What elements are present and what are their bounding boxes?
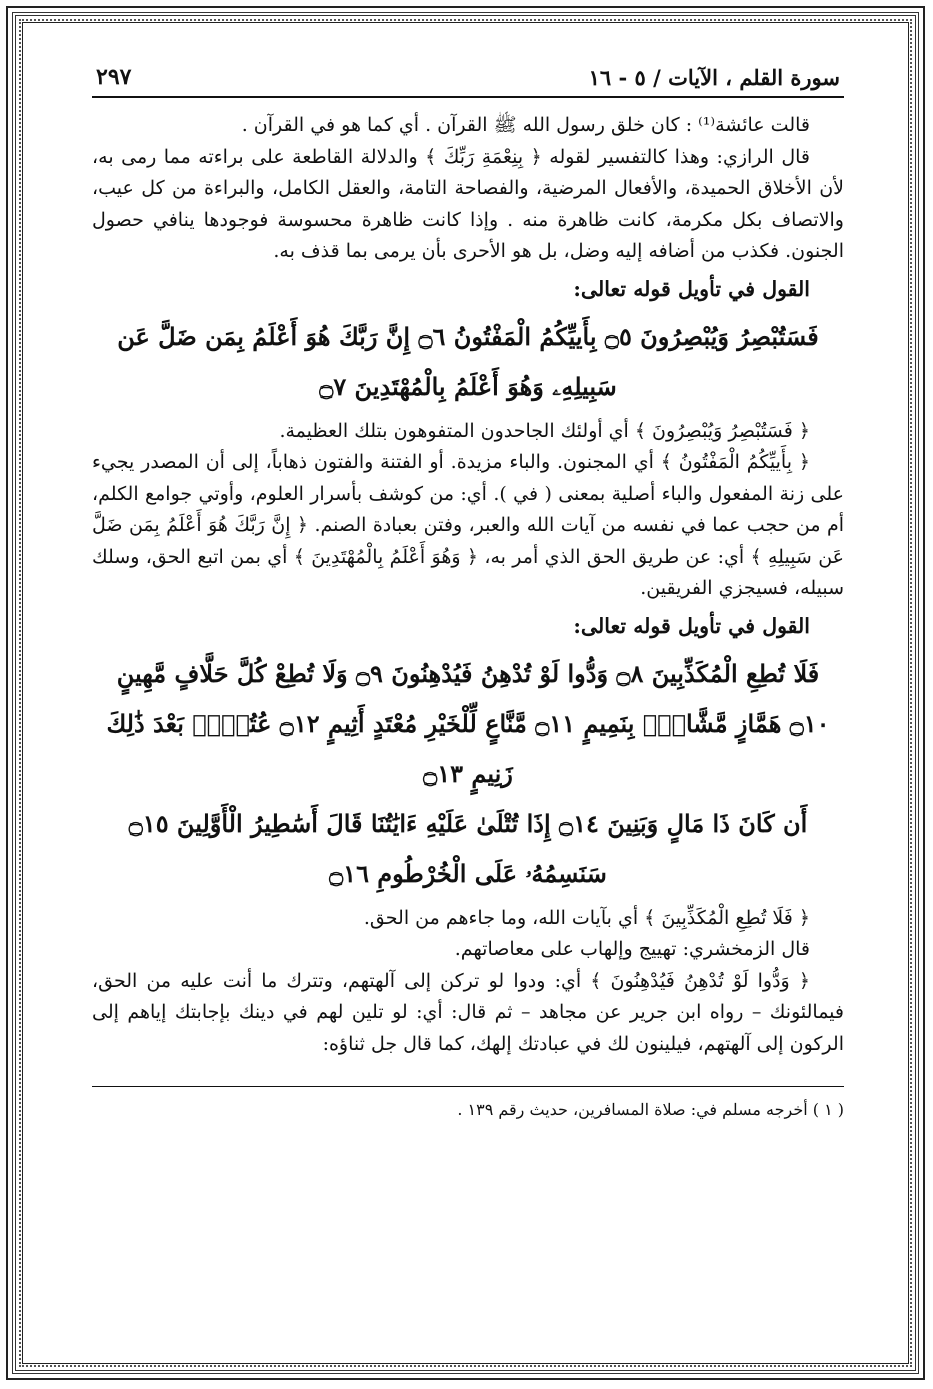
footnote-divider: [92, 1086, 844, 1087]
paragraph: ﴿ وَدُّوا لَوْ تُدْهِنُ فَيُدْهِنُونَ ﴾ أي: ودوا لو تركن إلى آلهتهم، وتترك ما أنت عليه من الحق، فيمالئونك – رواه ابن جرير عن مجاهد – ثم قال: أي: لو تلين لهم في دينك بإجابتك إياهم إلى الركون إلى آلهتهم، فيلينون لك في عبادتك إلهك، كما قال جل ثناؤه:: [92, 969, 844, 1055]
verse-line: أَن كَانَ ذَا مَالٍ وَبَنِينَ ۝١٤ إِذَا تُتْلَىٰ عَلَيْهِ ءَايَٰتُنَا قَالَ أَسَٰطِيرُ الْأَوَّلِينَ ۝١٥: [128, 808, 808, 838]
footnote: ( ١ ) أخرجه مسلم في: صلاة المسافرين، حديث رقم ١٣٩ .: [457, 1100, 844, 1119]
section-heading: القول في تأويل قوله تعالى:: [573, 613, 810, 638]
paragraph: ﴿ فَلَا تُطِعِ الْمُكَذِّبِينَ ﴾ أي بآيات الله، وما جاءهم من الحق.: [363, 906, 810, 929]
paragraph: ﴿ بِأَييِّكُمُ الْمَفْتُونُ ﴾ أي المجنون. والباء مزيدة. أو الفتنة والفتون ذهاباً، إلى أن المصدر يجيء على زنة المفعول والباء أصلية بمعنى ( في ). أي: من كوشف بأسرار العلوم، وأوتي جوامع الكلم، أم من حجب عما في نفسه من آيات الله والعبر، وفتن بعبادة الصنم. ﴿ إِنَّ رَبَّكَ هُوَ أَعْلَمُ بِمَن ضَلَّ عَن سَبِيلِهِ ﴾ أي: عن طريق الحق الذي أمر به، ﴿ وَهُوَ أَعْلَمُ بِالْمُهْتَدِينَ ﴾ أي بمن اتبع الحق، وسلك سبيله، فسيجزي الفريقين.: [92, 451, 844, 599]
quran-verses: [92, 312, 844, 412]
paragraph: قال الزمخشري: تهييج وإلهاب على معاصاتهم.: [454, 938, 810, 960]
surah-title: سورة القلم ، الآيات / ٥ - ١٦: [588, 65, 840, 90]
paragraph: ﴿ فَسَتُبْصِرُ وَيُبْصِرُونَ ﴾ أي أولئك الجاحدون المتفوهون بتلك العظيمة.: [279, 419, 810, 442]
running-header: [92, 58, 844, 98]
paragraph: قال الرازي: وهذا كالتفسير لقوله ﴿ بِنِعْمَةِ رَبِّكَ ﴾ والدلالة القاطعة على براءته مما رمى به، لأن الأخلاق الحميدة، والأفعال المرضية، والفصاحة التامة، والعقل الكامل، والبراءة من كل عيب، والاتصاف بكل مكرمة، كانت ظاهرة منه . وإذا كانت ظاهرة محسوسة فوجودها ينافي حصول الجنون. فكذب من أضافه إليه وضل، بل هو الأحرى بأن يرمى بما قذف به.: [92, 145, 844, 262]
paragraph: قالت عائشة⁽¹⁾ : كان خلق رسول الله ﷺ القرآن . أي كما هو في القرآن .: [241, 114, 810, 136]
verse-line: سَنَسِمُهُۥ عَلَى الْخُرْطُومِ ۝١٦: [329, 858, 607, 888]
main-text: [92, 110, 844, 1125]
page-content: [92, 58, 844, 1125]
verse-line: ۝١٠ هَمَّازٍ مَّشَّاءٍۭ بِنَمِيمٍ ۝١١ مَّنَّاعٍ لِّلْخَيْرِ مُعْتَدٍ أَثِيمٍ ۝١٢ عُتُلٍّۭ بَعْدَ ذَٰلِكَ زَنِيمٍ ۝١٣: [106, 708, 830, 788]
verse-line: فَلَا تُطِعِ الْمُكَذِّبِينَ ۝٨ وَدُّوا لَوْ تُدْهِنُ فَيُدْهِنُونَ ۝٩ وَلَا تُطِعْ كُلَّ حَلَّافٍ مَّهِينٍ: [116, 658, 820, 688]
page-number: ٢٩٧: [96, 64, 132, 90]
quran-verses: [92, 649, 844, 899]
verse-line: سَبِيلِهِۦ وَهُوَ أَعْلَمُ بِالْمُهْتَدِينَ ۝٧: [319, 371, 617, 401]
section-heading: القول في تأويل قوله تعالى:: [573, 276, 810, 301]
verse-line: فَسَتُبْصِرُ وَيُبْصِرُونَ ۝٥ بِأَييِّكُمُ الْمَفْتُونُ ۝٦ إِنَّ رَبَّكَ هُوَ أَعْلَمُ بِمَن ضَلَّ عَن: [117, 321, 819, 351]
